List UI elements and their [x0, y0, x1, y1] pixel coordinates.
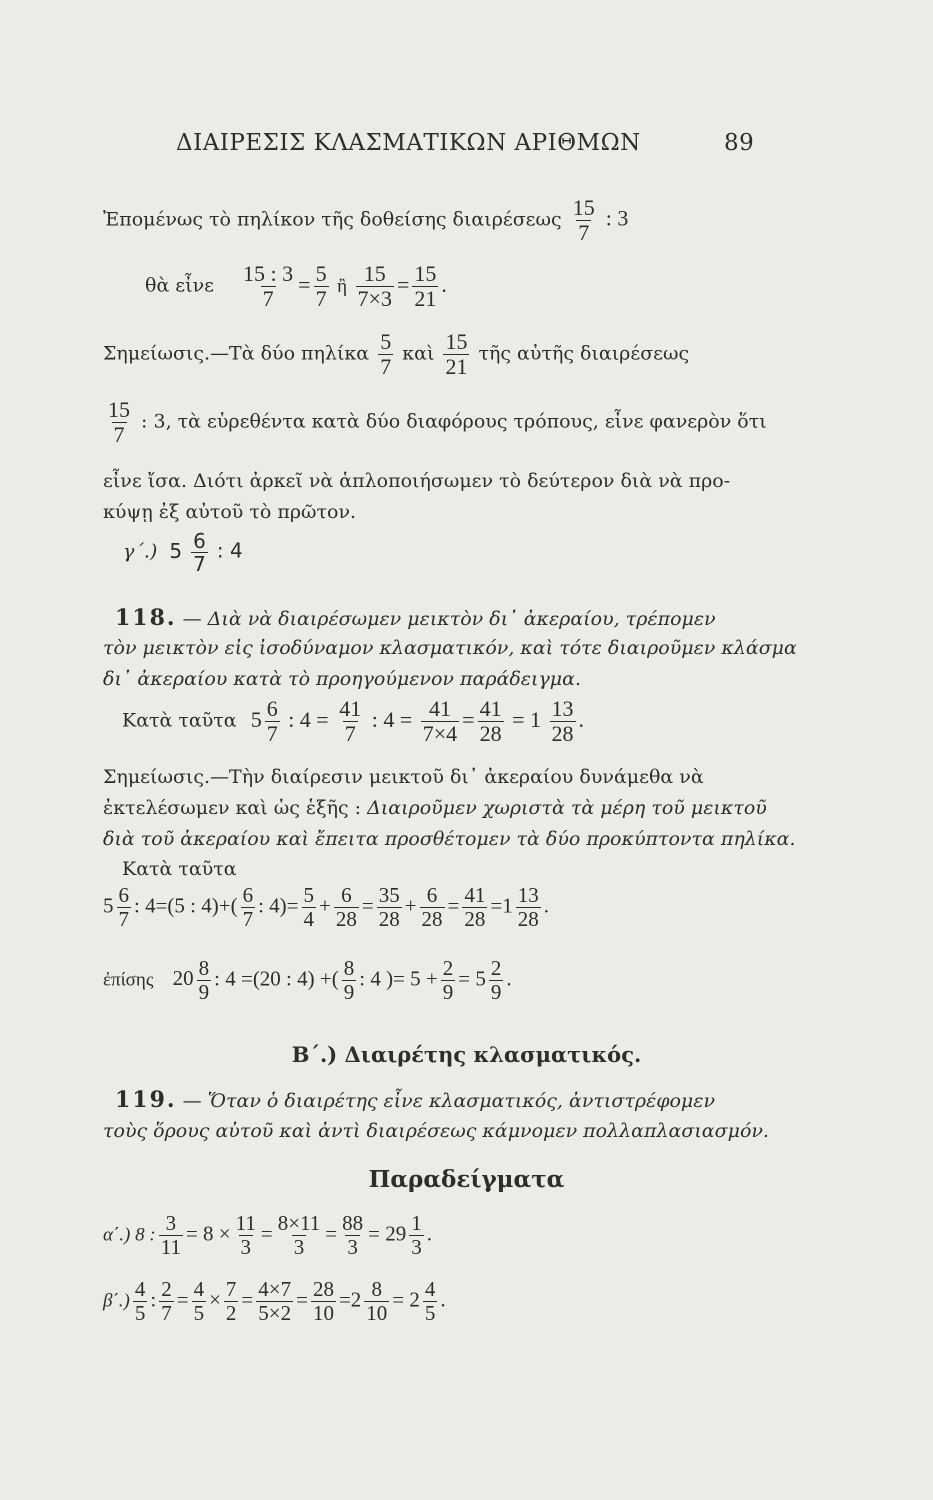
paragraph-line: Ἐπομένως τὸ πηλίκον τῆς δοθείσης διαιρέσεως $\frac{15}{7}$ : 3: [103, 195, 629, 246]
paragraph-line: τὸν μεικτὸν εἰς ἰσοδύναμον κλασματικόν, καὶ τότε διαιροῦμεν κλάσμα: [103, 637, 797, 659]
paragraph-line: $\frac{15}{7}$ : 3, τὰ εὑρεθέντα κατὰ δύο διαφόρους τρόπους, εἶνε φανερὸν ὅτι: [108, 397, 767, 448]
fraction: $\frac{1}{3}$: [411, 1211, 422, 1260]
equation-line: Κατὰ ταῦτα 5 $\frac{6}{7}$ : 4 = $\frac{41}{7}$ : 4 = $\frac{41}{7\times 4}$ = $\frac{41}{28}$ = 1 $\frac{13}{28}$ .: [122, 696, 585, 747]
fraction: $\frac{6}{7}$: [193, 529, 206, 576]
fraction: $\frac{6}{28}$: [335, 883, 357, 932]
fraction: $\frac{6}{7}$: [118, 883, 129, 932]
fraction: $\frac{8\times 11}{3}$: [277, 1211, 321, 1260]
fraction: $\frac{13}{28}$: [517, 883, 539, 932]
equation-line: θὰ εἶνε $\frac{15 : 3}{7}$ = $\frac{5}{7}$ ἢ $\frac{15}{7\times 3}$ = $\frac{15}{21}$ .: [145, 261, 447, 312]
fraction: $\frac{6}{28}$: [421, 883, 443, 932]
paragraph-line: τοὺς ὅρους αὐτοῦ καὶ ἀντὶ διαιρέσεως κάμνομεν πολλαπλασιασμόν.: [103, 1120, 769, 1142]
fraction: $\frac{6}{7}$: [242, 883, 254, 932]
text-span: Ἐπομένως τὸ πηλίκον τῆς δοθείσης διαιρέσεως: [103, 208, 562, 231]
equation-line: ἐπίσης 20 $\frac{8}{9}$ : 4 =(20 : 4) +( $\frac{8}{9}$ : 4 )= 5 + $\frac{2}{9}$ = 5 $\frac{2}{9}$ .: [103, 956, 512, 1005]
fraction: $\frac{2}{9}$: [442, 956, 454, 1005]
fraction: $\frac{2}{9}$: [490, 956, 502, 1005]
fraction: $\frac{4\times 7}{5\times 2}$: [258, 1277, 292, 1326]
equation-line: 5 $\frac{6}{7}$ : 4=(5 : 4)+( $\frac{6}{7}$ : 4)= $\frac{5}{4}$ + $\frac{6}{28}$ = $\frac{35}{28}$ + $\frac{6}{28}$ = $\frac{41}{28}$ =1 $\frac{13}{28}$ .: [103, 883, 549, 932]
fraction: $\frac{5}{7}$: [315, 261, 327, 312]
fraction: $\frac{4}{5}$: [424, 1277, 436, 1326]
fraction: $\frac{35}{28}$: [378, 883, 400, 932]
fraction: $\frac{15 : 3}{7}$: [243, 261, 294, 312]
fraction: $\frac{4}{5}$: [134, 1277, 146, 1326]
fraction: $\frac{5}{7}$: [380, 329, 392, 380]
fraction: $\frac{13}{28}$: [551, 696, 574, 747]
paragraph-line: εἶνε ἴσα. Διότι ἀρκεῖ νὰ ἁπλοποιήσωμεν τὸ δεύτερον διὰ νὰ προ-: [103, 470, 731, 492]
fraction: $\frac{8}{10}$: [366, 1277, 388, 1326]
fraction: $\frac{11}{3}$: [235, 1211, 256, 1260]
fraction: $\frac{4}{5}$: [193, 1277, 205, 1326]
paragraph-line: διὰ τοῦ ἀκεραίου καὶ ἔπειτα προσθέτομεν τὰ δύο προκύπτοντα πηλίκα.: [103, 828, 796, 850]
fraction: $\frac{88}{3}$: [342, 1211, 364, 1260]
running-header: ΔΙΑΙΡΕΣΙΣ ΚΛΑΣΜΑΤΙΚΩΝ ΑΡΙΘΜΩΝ: [176, 130, 641, 156]
fraction: $\frac{15}{21}$: [445, 329, 468, 380]
fraction: $\frac{41}{7\times 4}$: [422, 696, 458, 747]
fraction: $\frac{5}{4}$: [303, 883, 315, 932]
fraction: $\frac{2}{7}$: [161, 1277, 172, 1326]
fraction: $\frac{3}{11}$: [160, 1211, 181, 1260]
example-a: α΄.) 8 : $\frac{3}{11}$ = 8 × $\frac{11}{3}$ = $\frac{8\times 11}{3}$ = $\frac{88}{3}$ = 29 $\frac{1}{3}$ .: [103, 1211, 432, 1260]
paragraph-line: κύψῃ ἐξ αὐτοῦ τὸ πρῶτον.: [103, 501, 357, 523]
paragraph-line: Κατὰ ταῦτα: [122, 858, 237, 880]
fraction: $\frac{15}{7}$: [108, 397, 130, 448]
paragraph-line: ἐκτελέσωμεν καὶ ὡς ἑξῆς : Διαιροῦμεν χωριστὰ τὰ μέρη τοῦ μεικτοῦ: [103, 797, 767, 819]
fraction: $\frac{41}{7}$: [339, 696, 362, 747]
fraction: $\frac{41}{28}$: [479, 696, 502, 747]
subsection-heading: Β΄.) Διαιρέτης κλασματικός.: [291, 1042, 642, 1067]
fraction: $\frac{41}{28}$: [464, 883, 486, 932]
paragraph-line: Σημείωσις.—Τὴν διαίρεσιν μεικτοῦ δι᾽ ἀκεραίου δυνάμεθα νὰ: [103, 766, 704, 788]
fraction: $\frac{15}{21}$: [414, 261, 437, 312]
paragraph-line: δι᾽ ἀκεραίου κατὰ τὸ προηγούμενον παράδειγμα.: [103, 668, 581, 690]
example-b: β΄.) $\frac{4}{5}$ : $\frac{2}{7}$ = $\frac{4}{5}$ × $\frac{7}{2}$ = $\frac{4\times 7}{5\times 2}$ = $\frac{28}{10}$ =2 $\frac{8}{10}$ = 2 $\frac{4}{5}$ .: [103, 1277, 446, 1326]
fraction: $\frac{8}{9}$: [198, 956, 210, 1005]
fraction: $\frac{15}{7}$: [572, 195, 595, 246]
page-number: 89: [724, 130, 755, 156]
fraction: $\frac{8}{9}$: [343, 956, 355, 1005]
fraction: $\frac{7}{2}$: [225, 1277, 237, 1326]
section-118-line: 118. — Διὰ νὰ διαιρέσωμεν μεικτὸν δι᾽ ἀκεραίου, τρέπομεν: [115, 605, 716, 631]
fraction: $\frac{28}{10}$: [312, 1277, 334, 1326]
section-119-line: 119. — Ὅταν ὁ διαιρέτης εἶνε κλασματικός, ἀντιστρέφομεν: [115, 1087, 716, 1113]
fraction: $\frac{15}{7\times 3}$: [357, 261, 392, 312]
fraction: $\frac{6}{7}$: [266, 696, 278, 747]
paragraph-line: Σημείωσις.—Τὰ δύο πηλίκα $\frac{5}{7}$ καὶ $\frac{15}{21}$ τῆς αὐτῆς διαιρέσεως: [103, 329, 690, 380]
examples-heading: Παραδείγματα: [368, 1166, 565, 1193]
example-gamma: γ΄.) 5 $\frac{6}{7}$ : 4: [123, 529, 243, 576]
